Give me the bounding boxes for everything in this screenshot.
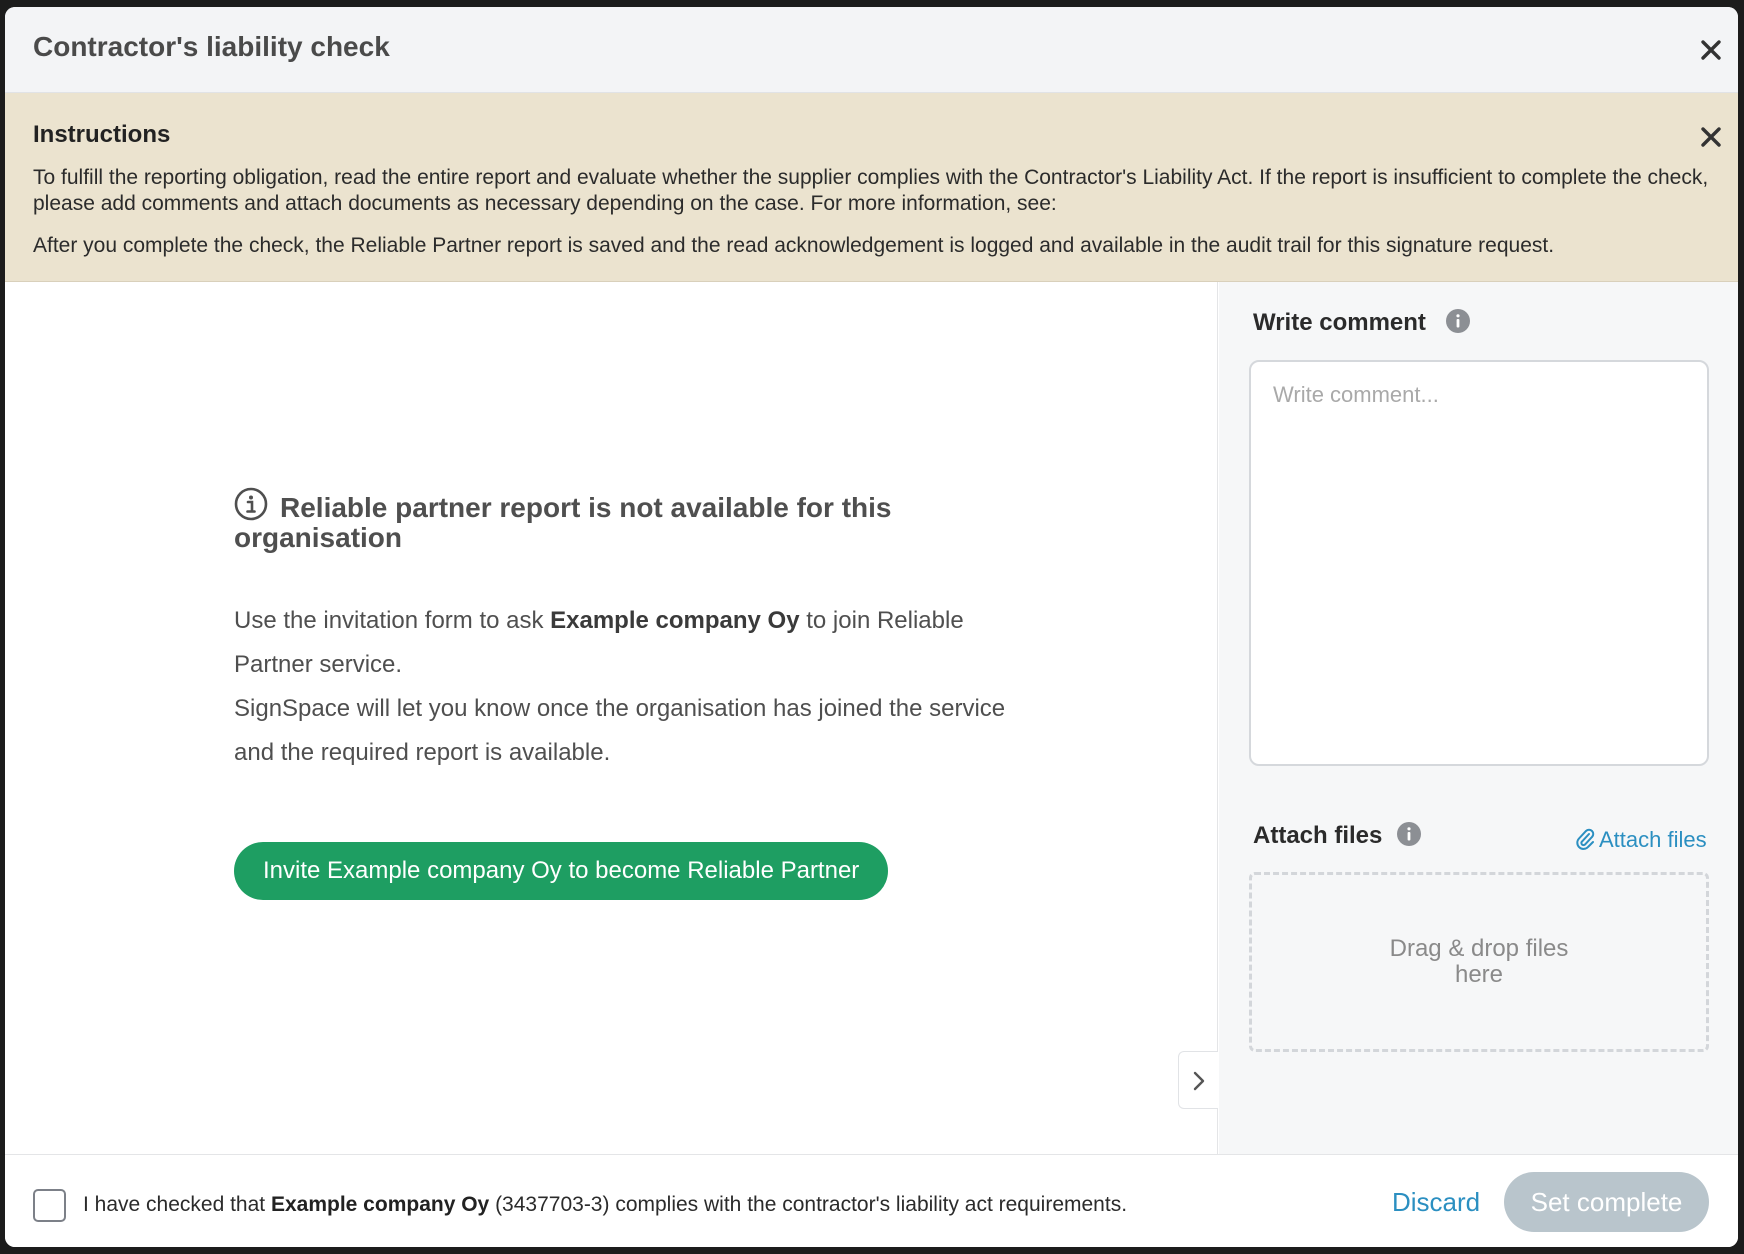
- dropzone-text: Drag & drop files here: [1389, 935, 1569, 988]
- discard-button[interactable]: Discard: [1392, 1187, 1481, 1217]
- close-icon: [1694, 120, 1728, 154]
- liability-check-modal: [5, 7, 1738, 1247]
- attach-files-link-label: Attach files: [1599, 827, 1707, 852]
- report-unavailable-notice: [234, 487, 1014, 775]
- confirm-company-name: Example company Oy: [270, 1193, 490, 1216]
- modal-header: [5, 7, 1738, 93]
- attach-files-label: Attach files: [1253, 822, 1383, 849]
- notice-heading: [234, 487, 1014, 553]
- set-complete-button[interactable]: Set complete: [1504, 1172, 1709, 1232]
- notice-body-line2: SignSpace will let you know once the organisation has joined the service and the required report is available.: [234, 695, 1006, 766]
- notice-body-prefix: Use the invitation form to ask: [234, 607, 551, 634]
- compliance-confirm-text: [83, 1193, 1127, 1217]
- chevron-right-icon: [1190, 1070, 1208, 1092]
- info-circle-icon: [234, 487, 268, 521]
- compliance-checkbox[interactable]: [33, 1189, 66, 1222]
- notice-body: [234, 599, 1014, 775]
- collapse-sidebar-toggle[interactable]: [1178, 1051, 1218, 1109]
- file-dropzone[interactable]: [1249, 872, 1709, 1052]
- attach-files-link[interactable]: [1575, 827, 1707, 853]
- instructions-title: Instructions: [33, 121, 171, 148]
- modal-title: Contractor's liability check: [33, 31, 390, 62]
- write-comment-label: Write comment: [1253, 309, 1426, 336]
- notice-heading-text: Reliable partner report is not available for this organisation: [234, 492, 892, 553]
- confirm-prefix: I have checked that: [83, 1193, 271, 1216]
- instructions-text: To fulfill the reporting obligation, read the entire report and evaluate whether the supplier complies with the Contractor's Liability Act. If the report is insufficient to complete the check, please add comments and attach documents as necessary depending on the case. For more information, see:: [33, 166, 1709, 215]
- paperclip-icon: [1575, 828, 1595, 850]
- instructions-audit-note: After you complete the check, the Reliable Partner report is saved and the read acknowledgement is logged and available in the audit trail for this signature request.: [33, 234, 1555, 257]
- close-modal-button[interactable]: [1694, 33, 1728, 67]
- modal-footer: [5, 1154, 1738, 1247]
- info-icon[interactable]: [1397, 822, 1421, 846]
- report-pane: [5, 282, 1218, 1154]
- invite-reliable-partner-button[interactable]: Invite Example company Oy to become Reliable Partner: [234, 842, 888, 900]
- close-icon: [1694, 33, 1728, 67]
- notice-company-name: Example company Oy: [550, 607, 800, 634]
- info-icon[interactable]: [1446, 309, 1470, 333]
- comments-sidebar: [1219, 282, 1738, 1154]
- confirm-suffix: (3437703-3) complies with the contractor's liability act requirements.: [489, 1193, 1128, 1216]
- comment-textarea[interactable]: [1249, 360, 1709, 766]
- instructions-panel: [5, 93, 1738, 282]
- close-instructions-button[interactable]: [1694, 120, 1728, 154]
- notice-body-suffix: to join Reliable Partner service.: [234, 607, 964, 678]
